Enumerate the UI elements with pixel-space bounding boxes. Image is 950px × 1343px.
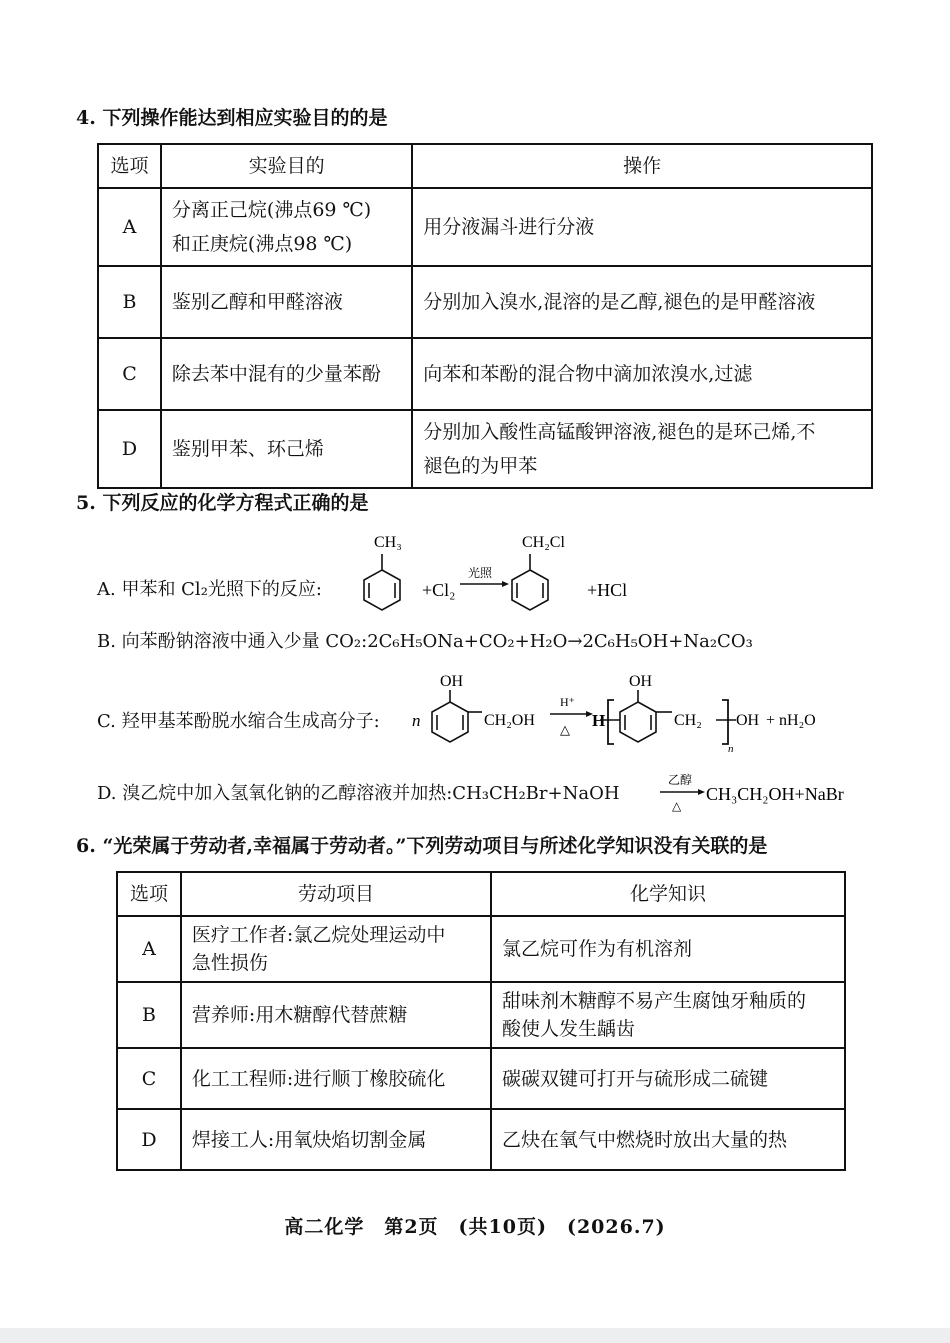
q4-header-goal: 实验目的 [161, 144, 412, 188]
q4-row-c [98, 338, 872, 410]
benzyl-chloride-structure [512, 554, 548, 610]
page-footer: 高二化学 第2页 (共10页) (2026.7) [284, 1216, 666, 1238]
q4-row-a-goal-line2: 和正庚烷(沸点98 ℃) [171, 233, 353, 255]
q4-row-a-goal-line1: 分离正己烷(沸点69 ℃) [171, 199, 372, 221]
q4-row-b-option: B [98, 266, 161, 338]
question-4-title: 4. 下列操作能达到相应实验目的的是 [76, 107, 388, 129]
q6-row-a-item-line1: 医疗工作者:氯乙烷处理运动中 [191, 924, 446, 946]
ethanol-condition-label: 乙醇 [668, 773, 693, 787]
q6-header-chem-knowledge: 化学知识 [491, 872, 845, 916]
plus-hcl-label: +HCl [587, 580, 628, 600]
q5-option-b-text: B. 向苯酚钠溶液中通入少量 CO₂:2C₆H₅ONa+CO₂+H₂O→2C₆H₅OH+Na₂CO₃ [97, 631, 753, 652]
polymer-left-bracket [608, 700, 614, 744]
q4-row-b-operation: 分别加入溴水,混溶的是乙醇,褪色的是甲醛溶液 [412, 266, 872, 338]
q6-row-c [117, 1048, 845, 1109]
q4-header-option: 选项 [98, 144, 161, 188]
q4-row-c-goal: 除去苯中混有的少量苯酚 [161, 338, 412, 410]
q6-row-b-option: B [117, 982, 181, 1048]
q6-row-a-option: A [117, 916, 181, 982]
q6-row-a [117, 916, 845, 982]
q4-row-d-goal: 鉴别甲苯、环己烯 [161, 410, 412, 488]
q4-row-d [98, 410, 872, 488]
question-5-title: 5. 下列反应的化学方程式正确的是 [76, 492, 369, 514]
q6-header-labor-item: 劳动项目 [181, 872, 491, 916]
q6-row-a-item [181, 916, 491, 982]
q6-header-row [117, 872, 845, 916]
q6-row-a-knowledge: 氯乙烷可作为有机溶剂 [491, 916, 845, 982]
q4-row-b-goal: 鉴别乙醇和甲醛溶液 [161, 266, 412, 338]
q6-row-d-option: D [117, 1109, 181, 1170]
acid-catalyst-label: H⁺ [560, 695, 575, 709]
polymer-subscript-n: n [728, 743, 734, 754]
light-condition-label: 光照 [468, 566, 493, 580]
chain-end-oh: OH [736, 712, 760, 729]
phenol-oh-label: OH [440, 673, 464, 690]
toluene-structure [364, 554, 400, 610]
monomer-count-n: n [412, 711, 421, 730]
q5-option-a-equation [352, 528, 652, 612]
q6-row-b-item: 营养师:用木糖醇代替蔗糖 [181, 982, 491, 1048]
q4-row-d-option: D [98, 410, 161, 488]
reaction-arrowhead-d [698, 789, 705, 795]
q4-header-row [98, 144, 872, 188]
heat-label-d: △ [672, 799, 682, 813]
q4-row-a-operation: 用分液漏斗进行分液 [412, 188, 872, 266]
hydroxymethylphenol-structure [432, 690, 482, 742]
q4-row-d-operation [412, 410, 872, 488]
q6-header-option: 选项 [117, 872, 181, 916]
q6-row-b-knowledge-line1: 甜味剂木糖醇不易产生腐蚀牙釉质的 [502, 990, 807, 1012]
q6-row-d-knowledge: 乙炔在氧气中燃烧时放出大量的热 [491, 1109, 845, 1170]
toluene-ch3-label: CH₃ [374, 534, 402, 551]
question-6-title: 6. “光荣属于劳动者,幸福属于劳动者。”下列劳动项目与所述化学知识没有关联的是 [76, 835, 768, 857]
q4-table [97, 143, 873, 489]
q4-row-d-operation-line1: 分别加入酸性高锰酸钾溶液,褪色的是环己烯,不 [423, 421, 816, 443]
ethanol-nabr-product: CH₃CH₂OH+NaBr [706, 784, 844, 804]
q6-row-b [117, 982, 845, 1048]
q4-header-operation: 操作 [412, 144, 872, 188]
q4-row-b [98, 266, 872, 338]
q6-table [116, 871, 846, 1171]
q4-row-c-option: C [98, 338, 161, 410]
q6-row-b-knowledge [491, 982, 845, 1048]
water-product-label: + nH₂O [766, 712, 816, 729]
polymer-right-bracket [722, 700, 728, 744]
q6-row-d [117, 1109, 845, 1170]
q6-row-b-knowledge-line2: 酸使人发生龋齿 [502, 1018, 636, 1040]
q5-option-d-text: D. 溴乙烷中加入氢氧化钠的乙醇溶液并加热:CH₃CH₂Br+NaOH [97, 783, 620, 804]
q6-row-c-option: C [117, 1048, 181, 1109]
heat-label-c: △ [560, 723, 570, 738]
q6-row-d-item: 焊接工人:用氧炔焰切割金属 [181, 1109, 491, 1170]
q4-row-a [98, 188, 872, 266]
reaction-arrowhead-a [502, 581, 509, 587]
plus-cl2-label: +Cl₂ [422, 580, 456, 600]
ch2oh-label: CH₂OH [484, 712, 535, 729]
q4-row-a-option: A [98, 188, 161, 266]
q6-row-c-item: 化工工程师:进行顺丁橡胶硫化 [181, 1048, 491, 1109]
q4-row-c-operation: 向苯和苯酚的混合物中滴加浓溴水,过滤 [412, 338, 872, 410]
q5-option-a-text: A. 甲苯和 Cl₂光照下的反应: [97, 579, 322, 600]
polymer-repeat-unit-structure [600, 690, 736, 742]
q4-row-d-operation-line2: 褪色的为甲苯 [423, 455, 538, 477]
bottom-scan-strip [0, 1328, 950, 1343]
q4-row-a-goal [161, 188, 412, 266]
q5-option-c-text: C. 羟甲基苯酚脱水缩合生成高分子: [97, 711, 380, 732]
benzyl-ch2cl-label: CH₂Cl [522, 534, 565, 551]
q6-row-c-knowledge: 碳碳双键可打开与硫形成二硫键 [491, 1048, 845, 1109]
q6-row-a-item-line2: 急性损伤 [191, 952, 268, 974]
repeat-unit-ch2-label: CH₂ [674, 712, 702, 729]
q5-option-d-equation [658, 770, 868, 816]
chain-end-h: H [592, 711, 606, 730]
repeat-unit-oh-label: OH [629, 673, 653, 690]
q5-option-c-equation [410, 668, 840, 754]
